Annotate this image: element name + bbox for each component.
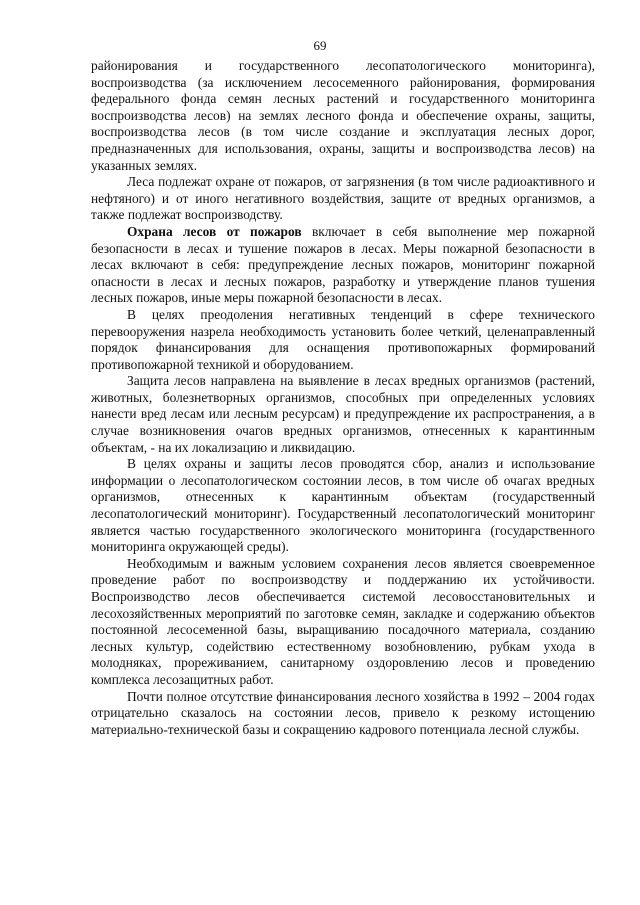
paragraph-financing: Почти полное отсутствие финансирования лесного хозяйства в 1992 – 2004 годах отрицательно сказалось на состоянии лесов, привело к резкому истощению материально-технической базы и сокращению кадрового потенциала лесной службы. xyxy=(91,688,595,737)
fire-protection-heading: Охрана лесов от пожаров xyxy=(127,223,302,239)
paragraph-forest-zoning: районирования и государственного лесопатологического мониторинга), воспроизводства (за исключением лесосеменного районирования, формирования федерального фонда семян лесных растений и государственного мониторинга воспроизводства лесов) на землях лесного фонда и обеспечение охраны, защиты, воспроизводства лесов (в том числе создание и эксплуатация лесных дорог, предназначенных для использования, охраны, защиты и воспроизводства лесов) на указанных землях. xyxy=(91,58,595,173)
paragraph-forest-protection: Леса подлежат охране от пожаров, от загрязнения (в том числе радиоактивного и нефтяного) и от иного негативного воздействия, защите от вредных организмов, а также подлежат воспроизводству. xyxy=(91,174,595,223)
paragraph-fire-protection xyxy=(91,224,595,307)
paragraph-pathology-monitoring: В целях охраны и защиты лесов проводятся сбор, анализ и использование информации о лесопатологическом состоянии лесов, в том числе об очагах вредных организмов, отнесенных к карантинным объектам (государственный лесопатологический мониторинг). Государственный лесопатологический мониторинг является частью государственного экологического мониторинга (государственного мониторинга окружающей среды). xyxy=(91,456,595,555)
paragraph-forest-reproduction: Необходимым и важным условием сохранения лесов является своевременное проведение работ по воспроизводству и поддержанию их устойчивости. Воспроизводство лесов обеспечивается системой лесовосстановительных и лесохозяйственных мероприятий по заготовке семян, закладке и содержанию объектов постоянной лесосеменной базы, выращиванию посадочного материала, созданию лесных культур, содействию естественному возобновлению, рубкам ухода в молодняках, прореживанием, санитарному оздоровлению лесов и проведению комплекса лесозащитных работ. xyxy=(91,555,595,687)
page-number: 69 xyxy=(313,38,327,53)
fire-protection-text: включает в себя выполнение мер пожарной безопасности в лесах и тушение пожаров в лесах. Меры пожарной безопасности в лесах включают в себя: предупреждение лесных пожаров, мониторинг пожарной опасности в лесах и лесных пожаров, разработку и утверждение планов тушения лесных пожаров, иные меры пожарной безопасности в лесах. xyxy=(91,223,595,306)
paragraph-forest-defense: Защита лесов направлена на выявление в лесах вредных организмов (растений, животных, болезнетворных организмов, способных при определенных условиях нанести вред лесам или лесным ресурсам) и предупреждение их распространения, а в случае возникновения очагов вредных организмов, отнесенных к карантинным объектам, - на их локализацию и ликвидацию. xyxy=(91,373,595,455)
paragraph-technical-reequipment: В целях преодоления негативных тенденций в сфере технического перевооружения назрела необходимость установить более четкий, целенаправленный порядок финансирования для оснащения противопожарных формирований противопожарной техникой и оборудованием. xyxy=(91,306,595,372)
body-text xyxy=(91,58,595,738)
